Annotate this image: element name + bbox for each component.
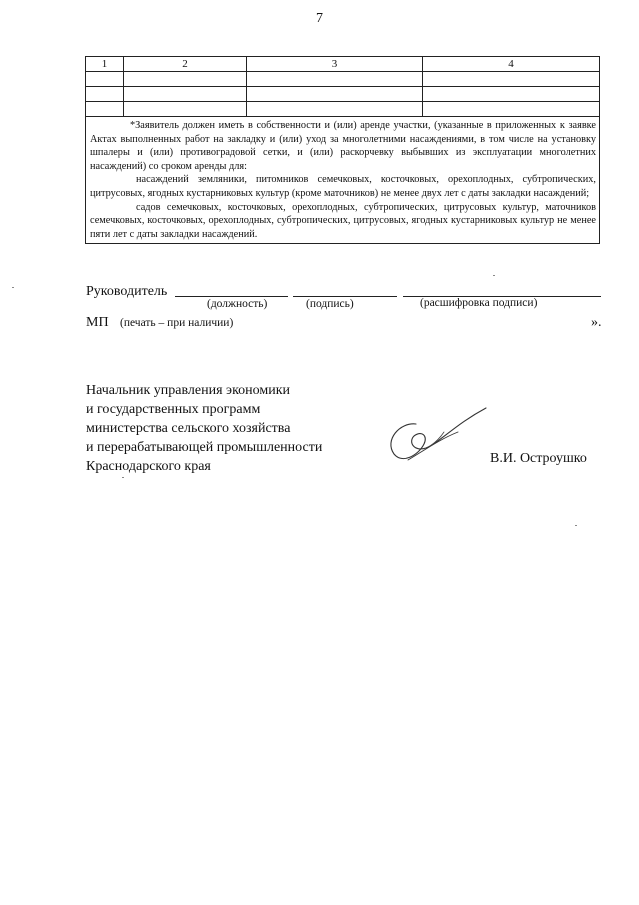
closing-quote: ». [591, 315, 602, 330]
signatory-name: В.И. Остроушко [490, 451, 587, 466]
signature-caption: (подпись) [306, 298, 354, 310]
table-cell [423, 87, 600, 102]
position-line [175, 296, 288, 297]
table-row [86, 87, 600, 102]
head-label: Руководитель [86, 284, 168, 299]
scan-speck [12, 287, 14, 288]
table-cell [423, 72, 600, 87]
table-cell [124, 72, 247, 87]
footnote-paragraph: *Заявитель должен иметь в собственности и (или) аренде участки, (указанные в приложенных к заявке Актах выполненных работ на закладку и (или) уход за многолетними насаждениями, в том числе на установку шпалеры и (или) противоградовой сетки, и (или) раскорчевку выбывших из эксплуатации многолетних насаждений) со сроком аренды для: [90, 120, 596, 172]
scan-speck [122, 477, 124, 478]
signatory-title-line: министерства сельского хозяйства [86, 421, 291, 436]
signatory-title-line: и перерабатывающей промышленности [86, 440, 323, 455]
stamp-caption: (печать – при наличии) [120, 317, 234, 329]
table-cell [86, 72, 124, 87]
footnote-cell [86, 117, 600, 244]
decoding-caption: (расшифровка подписи) [420, 297, 538, 309]
requirements-table [85, 56, 600, 244]
column-header: 4 [423, 57, 600, 72]
table-header-row [86, 57, 600, 72]
page-number: 7 [316, 11, 323, 26]
scan-speck [493, 275, 495, 276]
position-caption: (должность) [207, 298, 268, 310]
column-header: 3 [247, 57, 423, 72]
table-cell [124, 87, 247, 102]
table-cell [247, 87, 423, 102]
column-header: 2 [124, 57, 247, 72]
table-cell [124, 102, 247, 117]
signatory-title [86, 381, 322, 476]
table-row [86, 72, 600, 87]
signatory-title-line: Краснодарского края [86, 459, 211, 474]
signature-line [293, 296, 397, 297]
table-cell [86, 87, 124, 102]
table-cell [247, 72, 423, 87]
table-cell [423, 102, 600, 117]
signatory-title-line: Начальник управления экономики [86, 383, 291, 398]
handwritten-signature [378, 402, 493, 472]
footnote-paragraph: насаждений земляники, питомников семечковых, косточковых, орехоплодных, субтропических, цитрусовых, ягодных кустарниковых культур (кроме маточников) не менее двух лет с даты закладки насаждений; [90, 174, 596, 199]
mp-label: МП [86, 315, 109, 330]
table-row [86, 102, 600, 117]
column-header: 1 [86, 57, 124, 72]
table-cell [247, 102, 423, 117]
table-cell [86, 102, 124, 117]
table-note-row [86, 117, 600, 244]
signatory-title-line: и государственных программ [86, 402, 261, 417]
footnote-paragraph: садов семечковых, косточковых, орехоплодных, субтропических, цитрусовых культур, маточников семечковых, косточковых, орехоплодных, субтропических, цитрусовых, ягодных кустарниковых культур не менее пяти лет с даты закладки насаждений. [90, 201, 596, 240]
scan-speck [575, 525, 577, 526]
